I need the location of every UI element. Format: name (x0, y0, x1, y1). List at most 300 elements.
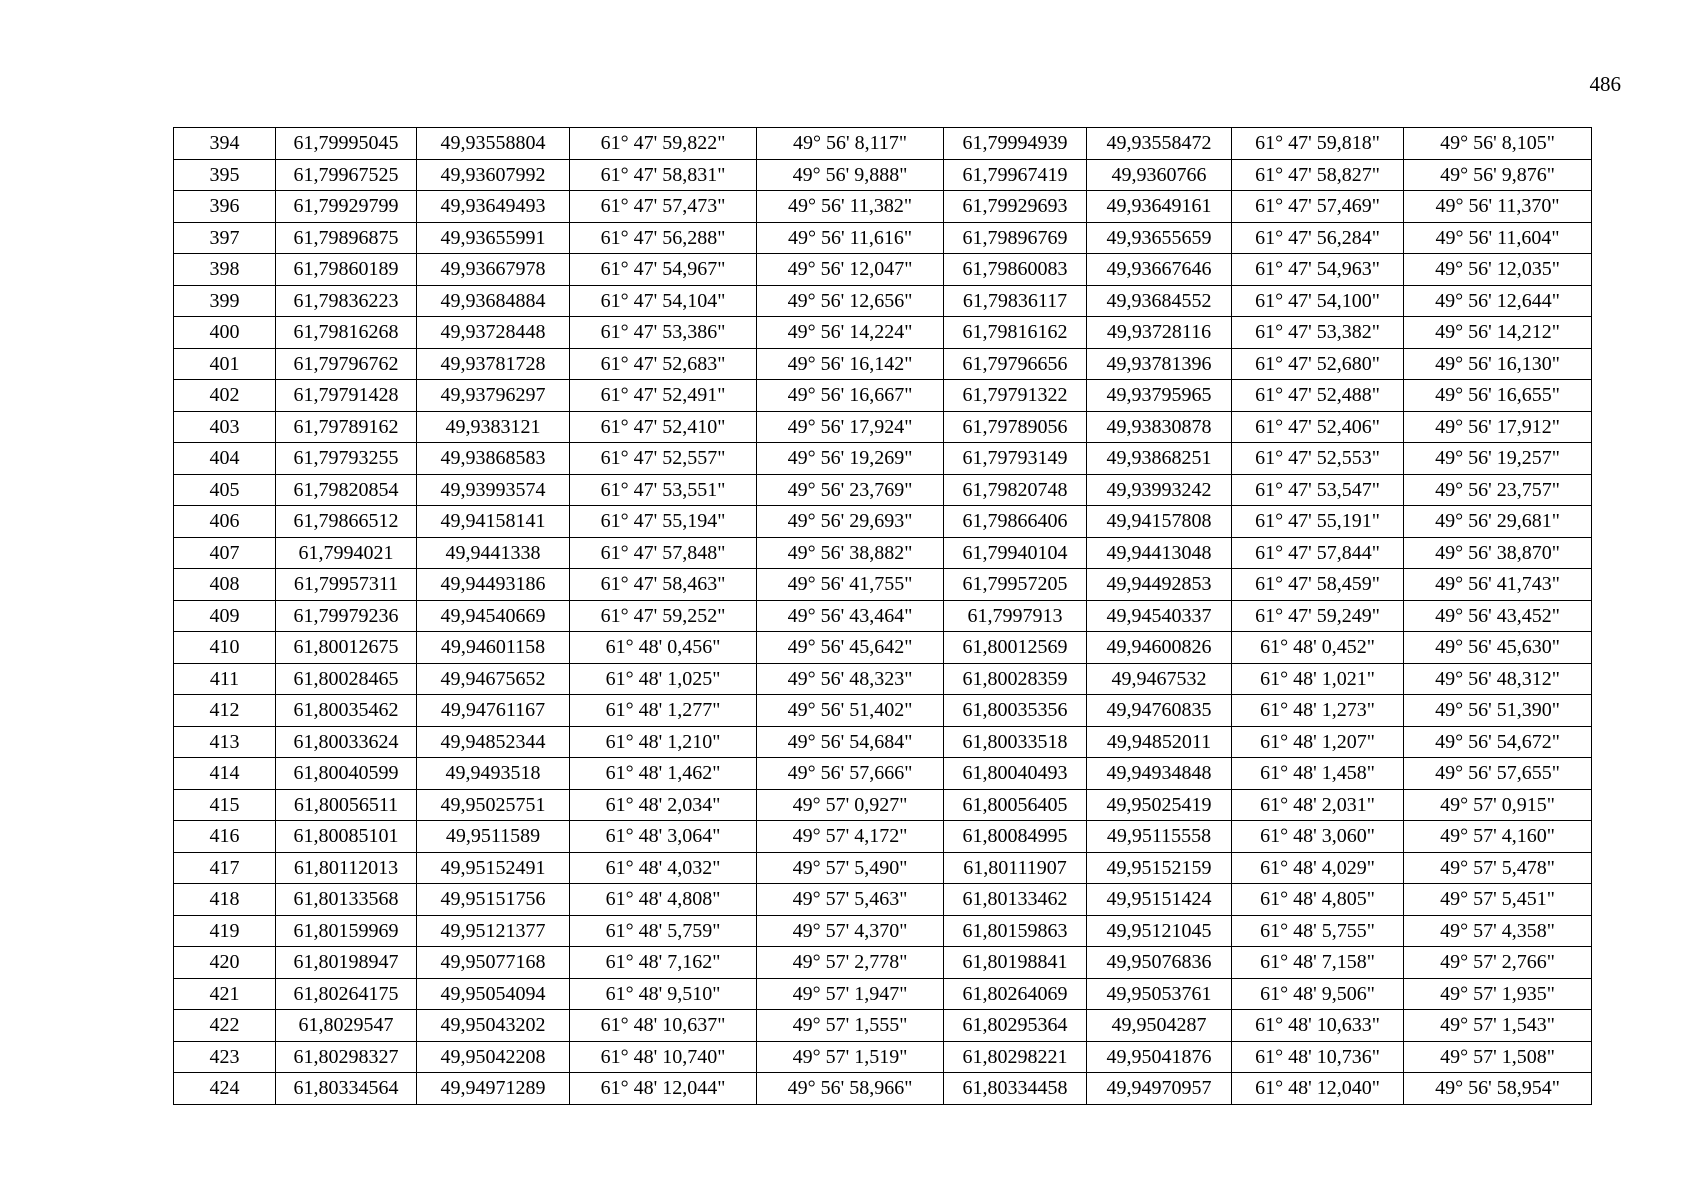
longitude-dms-alt-cell: 49° 56' 8,105" (1404, 128, 1592, 160)
point-number-cell: 395 (174, 159, 276, 191)
latitude-decimal-alt-cell: 61,79957205 (944, 569, 1087, 601)
longitude-decimal-alt-cell: 49,93993242 (1087, 474, 1232, 506)
latitude-dms-cell: 61° 47' 58,463" (570, 569, 757, 601)
table-row (174, 884, 1592, 916)
point-number-cell: 412 (174, 695, 276, 727)
longitude-dms-cell: 49° 56' 11,616" (757, 222, 944, 254)
latitude-dms-alt-cell: 61° 47' 58,827" (1232, 159, 1404, 191)
longitude-dms-cell: 49° 56' 57,666" (757, 758, 944, 790)
latitude-dms-alt-cell: 61° 47' 58,459" (1232, 569, 1404, 601)
latitude-dms-cell: 61° 48' 10,637" (570, 1010, 757, 1042)
longitude-decimal-alt-cell: 49,93655659 (1087, 222, 1232, 254)
longitude-decimal-cell: 49,94540669 (417, 600, 570, 632)
latitude-decimal-alt-cell: 61,80012569 (944, 632, 1087, 664)
longitude-decimal-cell: 49,95121377 (417, 915, 570, 947)
longitude-decimal-alt-cell: 49,95115558 (1087, 821, 1232, 853)
latitude-dms-cell: 61° 47' 59,822" (570, 128, 757, 160)
latitude-decimal-cell: 61,80334564 (276, 1073, 417, 1105)
table-row (174, 1041, 1592, 1073)
longitude-decimal-alt-cell: 49,95151424 (1087, 884, 1232, 916)
longitude-decimal-cell: 49,95043202 (417, 1010, 570, 1042)
latitude-dms-cell: 61° 47' 52,410" (570, 411, 757, 443)
longitude-decimal-alt-cell: 49,9504287 (1087, 1010, 1232, 1042)
latitude-decimal-alt-cell: 61,80298221 (944, 1041, 1087, 1073)
latitude-dms-alt-cell: 61° 47' 59,249" (1232, 600, 1404, 632)
longitude-dms-alt-cell: 49° 56' 38,870" (1404, 537, 1592, 569)
longitude-decimal-alt-cell: 49,93795965 (1087, 380, 1232, 412)
table-row (174, 222, 1592, 254)
latitude-decimal-alt-cell: 61,79820748 (944, 474, 1087, 506)
table-row (174, 474, 1592, 506)
latitude-dms-cell: 61° 47' 57,848" (570, 537, 757, 569)
longitude-decimal-cell: 49,93684884 (417, 285, 570, 317)
latitude-decimal-cell: 61,7994021 (276, 537, 417, 569)
longitude-decimal-cell: 49,94971289 (417, 1073, 570, 1105)
latitude-decimal-cell: 61,79929799 (276, 191, 417, 223)
point-number-cell: 407 (174, 537, 276, 569)
point-number-cell: 396 (174, 191, 276, 223)
longitude-decimal-alt-cell: 49,94600826 (1087, 632, 1232, 664)
point-number-cell: 416 (174, 821, 276, 853)
longitude-dms-alt-cell: 49° 56' 19,257" (1404, 443, 1592, 475)
latitude-decimal-alt-cell: 61,79929693 (944, 191, 1087, 223)
latitude-decimal-cell: 61,80198947 (276, 947, 417, 979)
latitude-decimal-cell: 61,79957311 (276, 569, 417, 601)
latitude-dms-cell: 61° 48' 12,044" (570, 1073, 757, 1105)
latitude-decimal-alt-cell: 61,79791322 (944, 380, 1087, 412)
latitude-dms-alt-cell: 61° 48' 5,755" (1232, 915, 1404, 947)
latitude-dms-alt-cell: 61° 48' 1,021" (1232, 663, 1404, 695)
longitude-dms-cell: 49° 56' 8,117" (757, 128, 944, 160)
latitude-decimal-alt-cell: 61,80040493 (944, 758, 1087, 790)
latitude-decimal-cell: 61,80028465 (276, 663, 417, 695)
longitude-decimal-alt-cell: 49,94540337 (1087, 600, 1232, 632)
longitude-dms-alt-cell: 49° 56' 29,681" (1404, 506, 1592, 538)
latitude-dms-cell: 61° 48' 7,162" (570, 947, 757, 979)
longitude-decimal-alt-cell: 49,94934848 (1087, 758, 1232, 790)
latitude-decimal-cell: 61,80033624 (276, 726, 417, 758)
latitude-decimal-cell: 61,79967525 (276, 159, 417, 191)
latitude-decimal-cell: 61,79789162 (276, 411, 417, 443)
latitude-decimal-cell: 61,8029547 (276, 1010, 417, 1042)
longitude-decimal-alt-cell: 49,95152159 (1087, 852, 1232, 884)
table-row (174, 443, 1592, 475)
longitude-decimal-alt-cell: 49,93728116 (1087, 317, 1232, 349)
longitude-dms-cell: 49° 56' 14,224" (757, 317, 944, 349)
latitude-decimal-cell: 61,79796762 (276, 348, 417, 380)
latitude-dms-cell: 61° 48' 3,064" (570, 821, 757, 853)
latitude-dms-cell: 61° 48' 4,808" (570, 884, 757, 916)
longitude-decimal-alt-cell: 49,94413048 (1087, 537, 1232, 569)
table-row (174, 852, 1592, 884)
longitude-decimal-cell: 49,93868583 (417, 443, 570, 475)
longitude-decimal-cell: 49,93796297 (417, 380, 570, 412)
table-row (174, 821, 1592, 853)
point-number-cell: 394 (174, 128, 276, 160)
latitude-dms-cell: 61° 47' 52,557" (570, 443, 757, 475)
latitude-decimal-alt-cell: 61,79994939 (944, 128, 1087, 160)
longitude-dms-cell: 49° 56' 16,667" (757, 380, 944, 412)
latitude-decimal-alt-cell: 61,79860083 (944, 254, 1087, 286)
latitude-decimal-alt-cell: 61,80334458 (944, 1073, 1087, 1105)
longitude-dms-alt-cell: 49° 57' 5,478" (1404, 852, 1592, 884)
table-row (174, 569, 1592, 601)
longitude-decimal-cell: 49,94852344 (417, 726, 570, 758)
table-body (174, 128, 1592, 1105)
point-number-cell: 405 (174, 474, 276, 506)
table-row (174, 128, 1592, 160)
longitude-decimal-alt-cell: 49,93781396 (1087, 348, 1232, 380)
longitude-dms-alt-cell: 49° 56' 12,644" (1404, 285, 1592, 317)
longitude-decimal-alt-cell: 49,9360766 (1087, 159, 1232, 191)
latitude-decimal-cell: 61,80159969 (276, 915, 417, 947)
latitude-dms-cell: 61° 47' 59,252" (570, 600, 757, 632)
latitude-dms-cell: 61° 47' 56,288" (570, 222, 757, 254)
latitude-dms-alt-cell: 61° 47' 57,469" (1232, 191, 1404, 223)
longitude-decimal-cell: 49,9511589 (417, 821, 570, 853)
latitude-dms-cell: 61° 48' 4,032" (570, 852, 757, 884)
latitude-dms-alt-cell: 61° 47' 52,553" (1232, 443, 1404, 475)
point-number-cell: 403 (174, 411, 276, 443)
latitude-decimal-cell: 61,80035462 (276, 695, 417, 727)
table-row (174, 285, 1592, 317)
latitude-dms-alt-cell: 61° 48' 10,633" (1232, 1010, 1404, 1042)
latitude-decimal-alt-cell: 61,79793149 (944, 443, 1087, 475)
longitude-dms-cell: 49° 56' 41,755" (757, 569, 944, 601)
latitude-dms-cell: 61° 48' 10,740" (570, 1041, 757, 1073)
longitude-decimal-cell: 49,94493186 (417, 569, 570, 601)
latitude-decimal-cell: 61,79791428 (276, 380, 417, 412)
longitude-dms-alt-cell: 49° 57' 1,543" (1404, 1010, 1592, 1042)
longitude-dms-cell: 49° 56' 29,693" (757, 506, 944, 538)
longitude-dms-alt-cell: 49° 57' 4,160" (1404, 821, 1592, 853)
latitude-decimal-cell: 61,80112013 (276, 852, 417, 884)
coordinates-table (173, 127, 1592, 1105)
point-number-cell: 400 (174, 317, 276, 349)
longitude-dms-cell: 49° 57' 1,947" (757, 978, 944, 1010)
latitude-dms-alt-cell: 61° 47' 54,963" (1232, 254, 1404, 286)
latitude-dms-alt-cell: 61° 48' 12,040" (1232, 1073, 1404, 1105)
latitude-dms-cell: 61° 48' 1,025" (570, 663, 757, 695)
longitude-dms-alt-cell: 49° 56' 12,035" (1404, 254, 1592, 286)
longitude-dms-alt-cell: 49° 57' 1,508" (1404, 1041, 1592, 1073)
longitude-decimal-cell: 49,93607992 (417, 159, 570, 191)
table-row (174, 758, 1592, 790)
table-row (174, 380, 1592, 412)
latitude-decimal-alt-cell: 61,79789056 (944, 411, 1087, 443)
latitude-decimal-alt-cell: 61,79940104 (944, 537, 1087, 569)
latitude-dms-alt-cell: 61° 47' 53,547" (1232, 474, 1404, 506)
latitude-dms-alt-cell: 61° 48' 1,273" (1232, 695, 1404, 727)
latitude-dms-alt-cell: 61° 48' 1,458" (1232, 758, 1404, 790)
table-row (174, 1073, 1592, 1105)
point-number-cell: 399 (174, 285, 276, 317)
table-row (174, 159, 1592, 191)
latitude-dms-alt-cell: 61° 47' 52,488" (1232, 380, 1404, 412)
longitude-decimal-alt-cell: 49,93684552 (1087, 285, 1232, 317)
latitude-dms-alt-cell: 61° 47' 54,100" (1232, 285, 1404, 317)
longitude-decimal-alt-cell: 49,93868251 (1087, 443, 1232, 475)
longitude-dms-alt-cell: 49° 56' 11,604" (1404, 222, 1592, 254)
longitude-dms-cell: 49° 56' 19,269" (757, 443, 944, 475)
longitude-decimal-cell: 49,95151756 (417, 884, 570, 916)
longitude-dms-alt-cell: 49° 56' 54,672" (1404, 726, 1592, 758)
point-number-cell: 418 (174, 884, 276, 916)
latitude-decimal-alt-cell: 61,80133462 (944, 884, 1087, 916)
longitude-decimal-cell: 49,95054094 (417, 978, 570, 1010)
table-row (174, 537, 1592, 569)
table-row (174, 978, 1592, 1010)
longitude-dms-cell: 49° 56' 12,047" (757, 254, 944, 286)
latitude-dms-alt-cell: 61° 48' 3,060" (1232, 821, 1404, 853)
point-number-cell: 397 (174, 222, 276, 254)
longitude-dms-cell: 49° 57' 4,370" (757, 915, 944, 947)
longitude-dms-cell: 49° 56' 38,882" (757, 537, 944, 569)
point-number-cell: 421 (174, 978, 276, 1010)
longitude-dms-cell: 49° 56' 43,464" (757, 600, 944, 632)
longitude-dms-cell: 49° 56' 51,402" (757, 695, 944, 727)
table-row (174, 789, 1592, 821)
point-number-cell: 398 (174, 254, 276, 286)
point-number-cell: 414 (174, 758, 276, 790)
longitude-dms-alt-cell: 49° 57' 0,915" (1404, 789, 1592, 821)
latitude-decimal-alt-cell: 61,79836117 (944, 285, 1087, 317)
longitude-decimal-alt-cell: 49,95121045 (1087, 915, 1232, 947)
latitude-decimal-alt-cell: 61,79896769 (944, 222, 1087, 254)
latitude-decimal-alt-cell: 61,80056405 (944, 789, 1087, 821)
latitude-dms-alt-cell: 61° 48' 7,158" (1232, 947, 1404, 979)
latitude-decimal-alt-cell: 61,7997913 (944, 600, 1087, 632)
longitude-dms-cell: 49° 56' 16,142" (757, 348, 944, 380)
longitude-decimal-cell: 49,93655991 (417, 222, 570, 254)
latitude-decimal-cell: 61,79816268 (276, 317, 417, 349)
longitude-decimal-alt-cell: 49,93558472 (1087, 128, 1232, 160)
point-number-cell: 419 (174, 915, 276, 947)
longitude-decimal-cell: 49,9383121 (417, 411, 570, 443)
longitude-decimal-alt-cell: 49,94760835 (1087, 695, 1232, 727)
latitude-decimal-cell: 61,79793255 (276, 443, 417, 475)
table-row (174, 1010, 1592, 1042)
latitude-dms-alt-cell: 61° 47' 52,406" (1232, 411, 1404, 443)
latitude-decimal-cell: 61,80012675 (276, 632, 417, 664)
latitude-dms-alt-cell: 61° 48' 4,029" (1232, 852, 1404, 884)
longitude-decimal-cell: 49,94601158 (417, 632, 570, 664)
latitude-decimal-cell: 61,80133568 (276, 884, 417, 916)
latitude-dms-alt-cell: 61° 47' 59,818" (1232, 128, 1404, 160)
latitude-dms-cell: 61° 48' 1,210" (570, 726, 757, 758)
latitude-dms-cell: 61° 47' 54,104" (570, 285, 757, 317)
latitude-decimal-cell: 61,79896875 (276, 222, 417, 254)
latitude-decimal-cell: 61,79860189 (276, 254, 417, 286)
table-row (174, 726, 1592, 758)
longitude-decimal-alt-cell: 49,95041876 (1087, 1041, 1232, 1073)
point-number-cell: 411 (174, 663, 276, 695)
latitude-decimal-cell: 61,79836223 (276, 285, 417, 317)
table-row (174, 915, 1592, 947)
latitude-dms-alt-cell: 61° 47' 56,284" (1232, 222, 1404, 254)
point-number-cell: 420 (174, 947, 276, 979)
longitude-decimal-alt-cell: 49,95025419 (1087, 789, 1232, 821)
longitude-dms-cell: 49° 56' 17,924" (757, 411, 944, 443)
longitude-dms-alt-cell: 49° 56' 51,390" (1404, 695, 1592, 727)
latitude-dms-alt-cell: 61° 48' 2,031" (1232, 789, 1404, 821)
latitude-decimal-alt-cell: 61,80198841 (944, 947, 1087, 979)
latitude-decimal-cell: 61,80056511 (276, 789, 417, 821)
point-number-cell: 402 (174, 380, 276, 412)
longitude-dms-cell: 49° 56' 11,382" (757, 191, 944, 223)
table-row (174, 632, 1592, 664)
longitude-decimal-alt-cell: 49,95076836 (1087, 947, 1232, 979)
latitude-decimal-alt-cell: 61,80035356 (944, 695, 1087, 727)
latitude-decimal-cell: 61,80264175 (276, 978, 417, 1010)
longitude-decimal-cell: 49,95152491 (417, 852, 570, 884)
longitude-dms-cell: 49° 57' 5,490" (757, 852, 944, 884)
latitude-decimal-alt-cell: 61,79866406 (944, 506, 1087, 538)
latitude-decimal-alt-cell: 61,80084995 (944, 821, 1087, 853)
longitude-dms-alt-cell: 49° 56' 11,370" (1404, 191, 1592, 223)
latitude-decimal-cell: 61,80085101 (276, 821, 417, 853)
latitude-dms-alt-cell: 61° 47' 57,844" (1232, 537, 1404, 569)
longitude-decimal-alt-cell: 49,94970957 (1087, 1073, 1232, 1105)
latitude-decimal-alt-cell: 61,80028359 (944, 663, 1087, 695)
latitude-decimal-cell: 61,79995045 (276, 128, 417, 160)
latitude-decimal-alt-cell: 61,79967419 (944, 159, 1087, 191)
longitude-dms-cell: 49° 56' 45,642" (757, 632, 944, 664)
longitude-dms-cell: 49° 57' 0,927" (757, 789, 944, 821)
longitude-dms-alt-cell: 49° 56' 17,912" (1404, 411, 1592, 443)
longitude-dms-cell: 49° 57' 2,778" (757, 947, 944, 979)
longitude-dms-alt-cell: 49° 57' 2,766" (1404, 947, 1592, 979)
table-row (174, 663, 1592, 695)
page-number: 486 (1589, 72, 1621, 96)
latitude-decimal-cell: 61,79820854 (276, 474, 417, 506)
longitude-decimal-cell: 49,94675652 (417, 663, 570, 695)
longitude-dms-cell: 49° 57' 1,555" (757, 1010, 944, 1042)
latitude-decimal-alt-cell: 61,80111907 (944, 852, 1087, 884)
point-number-cell: 423 (174, 1041, 276, 1073)
latitude-dms-cell: 61° 48' 5,759" (570, 915, 757, 947)
longitude-decimal-cell: 49,94761167 (417, 695, 570, 727)
latitude-decimal-alt-cell: 61,80033518 (944, 726, 1087, 758)
latitude-dms-cell: 61° 47' 57,473" (570, 191, 757, 223)
table-row (174, 506, 1592, 538)
longitude-dms-alt-cell: 49° 56' 9,876" (1404, 159, 1592, 191)
latitude-dms-cell: 61° 47' 52,491" (570, 380, 757, 412)
longitude-decimal-cell: 49,95025751 (417, 789, 570, 821)
longitude-decimal-cell: 49,93649493 (417, 191, 570, 223)
table-row (174, 600, 1592, 632)
latitude-dms-cell: 61° 48' 1,462" (570, 758, 757, 790)
longitude-decimal-alt-cell: 49,93649161 (1087, 191, 1232, 223)
table-row (174, 695, 1592, 727)
longitude-decimal-cell: 49,93993574 (417, 474, 570, 506)
longitude-dms-cell: 49° 56' 9,888" (757, 159, 944, 191)
latitude-dms-alt-cell: 61° 48' 10,736" (1232, 1041, 1404, 1073)
longitude-dms-alt-cell: 49° 56' 48,312" (1404, 663, 1592, 695)
longitude-decimal-alt-cell: 49,94852011 (1087, 726, 1232, 758)
latitude-decimal-cell: 61,80298327 (276, 1041, 417, 1073)
longitude-dms-alt-cell: 49° 56' 23,757" (1404, 474, 1592, 506)
longitude-decimal-cell: 49,94158141 (417, 506, 570, 538)
longitude-dms-cell: 49° 56' 23,769" (757, 474, 944, 506)
longitude-dms-alt-cell: 49° 56' 43,452" (1404, 600, 1592, 632)
latitude-dms-alt-cell: 61° 48' 9,506" (1232, 978, 1404, 1010)
latitude-dms-cell: 61° 47' 58,831" (570, 159, 757, 191)
longitude-dms-cell: 49° 56' 48,323" (757, 663, 944, 695)
longitude-decimal-cell: 49,93558804 (417, 128, 570, 160)
point-number-cell: 401 (174, 348, 276, 380)
latitude-dms-cell: 61° 47' 54,967" (570, 254, 757, 286)
longitude-dms-alt-cell: 49° 56' 45,630" (1404, 632, 1592, 664)
latitude-decimal-cell: 61,79979236 (276, 600, 417, 632)
latitude-decimal-alt-cell: 61,80295364 (944, 1010, 1087, 1042)
table-row (174, 411, 1592, 443)
point-number-cell: 406 (174, 506, 276, 538)
longitude-decimal-cell: 49,93667978 (417, 254, 570, 286)
longitude-dms-alt-cell: 49° 56' 16,130" (1404, 348, 1592, 380)
latitude-dms-alt-cell: 61° 48' 4,805" (1232, 884, 1404, 916)
longitude-dms-alt-cell: 49° 56' 14,212" (1404, 317, 1592, 349)
latitude-dms-cell: 61° 47' 55,194" (570, 506, 757, 538)
latitude-dms-cell: 61° 48' 9,510" (570, 978, 757, 1010)
point-number-cell: 415 (174, 789, 276, 821)
table-row (174, 317, 1592, 349)
longitude-dms-cell: 49° 56' 54,684" (757, 726, 944, 758)
longitude-decimal-alt-cell: 49,93667646 (1087, 254, 1232, 286)
latitude-decimal-cell: 61,80040599 (276, 758, 417, 790)
latitude-dms-alt-cell: 61° 48' 1,207" (1232, 726, 1404, 758)
longitude-dms-cell: 49° 57' 4,172" (757, 821, 944, 853)
latitude-dms-alt-cell: 61° 47' 55,191" (1232, 506, 1404, 538)
latitude-dms-cell: 61° 47' 53,386" (570, 317, 757, 349)
latitude-dms-cell: 61° 47' 52,683" (570, 348, 757, 380)
longitude-decimal-alt-cell: 49,9467532 (1087, 663, 1232, 695)
longitude-dms-alt-cell: 49° 57' 4,358" (1404, 915, 1592, 947)
table-row (174, 254, 1592, 286)
point-number-cell: 422 (174, 1010, 276, 1042)
longitude-decimal-alt-cell: 49,93830878 (1087, 411, 1232, 443)
latitude-decimal-alt-cell: 61,80159863 (944, 915, 1087, 947)
longitude-decimal-cell: 49,9441338 (417, 537, 570, 569)
longitude-decimal-alt-cell: 49,95053761 (1087, 978, 1232, 1010)
longitude-decimal-cell: 49,93781728 (417, 348, 570, 380)
longitude-dms-cell: 49° 57' 5,463" (757, 884, 944, 916)
longitude-decimal-alt-cell: 49,94492853 (1087, 569, 1232, 601)
latitude-decimal-alt-cell: 61,79816162 (944, 317, 1087, 349)
longitude-dms-cell: 49° 57' 1,519" (757, 1041, 944, 1073)
longitude-decimal-cell: 49,93728448 (417, 317, 570, 349)
point-number-cell: 408 (174, 569, 276, 601)
longitude-dms-alt-cell: 49° 57' 5,451" (1404, 884, 1592, 916)
longitude-dms-alt-cell: 49° 56' 57,655" (1404, 758, 1592, 790)
latitude-decimal-cell: 61,79866512 (276, 506, 417, 538)
longitude-decimal-cell: 49,9493518 (417, 758, 570, 790)
longitude-dms-alt-cell: 49° 56' 16,655" (1404, 380, 1592, 412)
latitude-dms-alt-cell: 61° 47' 52,680" (1232, 348, 1404, 380)
latitude-dms-cell: 61° 48' 0,456" (570, 632, 757, 664)
latitude-dms-cell: 61° 48' 1,277" (570, 695, 757, 727)
point-number-cell: 410 (174, 632, 276, 664)
point-number-cell: 409 (174, 600, 276, 632)
latitude-dms-alt-cell: 61° 48' 0,452" (1232, 632, 1404, 664)
longitude-dms-cell: 49° 56' 12,656" (757, 285, 944, 317)
table-row (174, 191, 1592, 223)
latitude-decimal-alt-cell: 61,79796656 (944, 348, 1087, 380)
point-number-cell: 417 (174, 852, 276, 884)
table-row (174, 947, 1592, 979)
table-row (174, 348, 1592, 380)
latitude-dms-cell: 61° 47' 53,551" (570, 474, 757, 506)
